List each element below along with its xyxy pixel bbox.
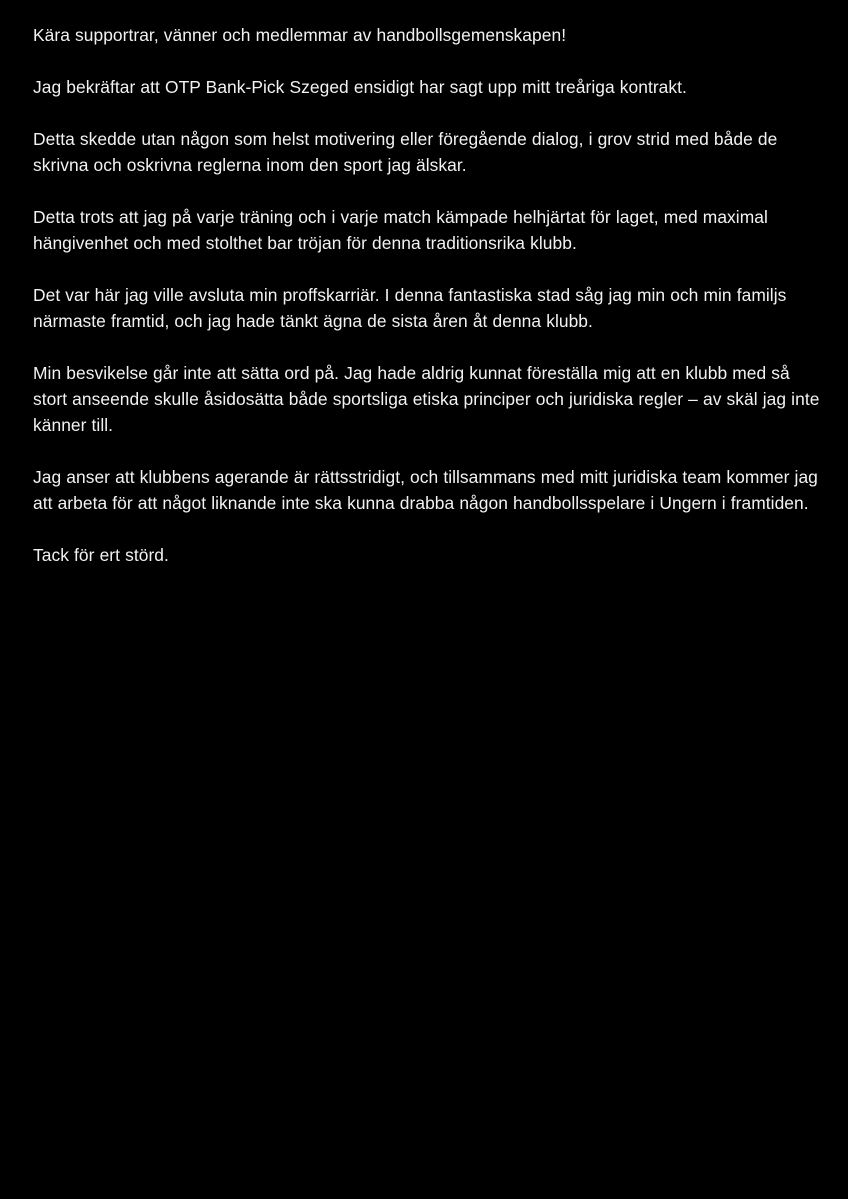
greeting-paragraph: Kära supportrar, vänner och medlemmar av handbollsgemenskapen! xyxy=(33,25,567,45)
dedication-paragraph: Detta trots att jag på varje träning och i varje match kämpade helhjärtat för laget, med maximal hängivenhet och med stolthet bar tröjan för denna traditionsrika klubb. xyxy=(33,207,768,253)
disappointment-paragraph: Min besvikelse går inte att sätta ord på. Jag hade aldrig kunnat föreställa mig att en klubb med så stort anseende skulle åsidosätta både sportsliga etiska principer och juridiska regler – av skäl jag inte känner till. xyxy=(33,363,820,435)
legal-action-paragraph: Jag anser att klubbens agerande är rättsstridigt, och tillsammans med mitt juridiska team kommer jag att arbeta för att något liknande inte ska kunna drabba någon handbollsspelare i Ungern i framtiden. xyxy=(33,467,818,513)
letter-body xyxy=(33,22,820,568)
career-plans-paragraph: Det var här jag ville avsluta min proffskarriär. I denna fantastiska stad såg jag min och min familjs närmaste framtid, och jag hade tänkt ägna de sista åren åt denna klubb. xyxy=(33,285,787,331)
closing-paragraph: Tack för ert störd. xyxy=(33,545,169,565)
contract-termination-paragraph: Jag bekräftar att OTP Bank-Pick Szeged ensidigt har sagt upp mitt treåriga kontrakt. xyxy=(33,77,687,97)
no-motivation-paragraph: Detta skedde utan någon som helst motivering eller föregående dialog, i grov strid med både de skrivna och oskrivna reglerna inom den sport jag älskar. xyxy=(33,129,778,175)
